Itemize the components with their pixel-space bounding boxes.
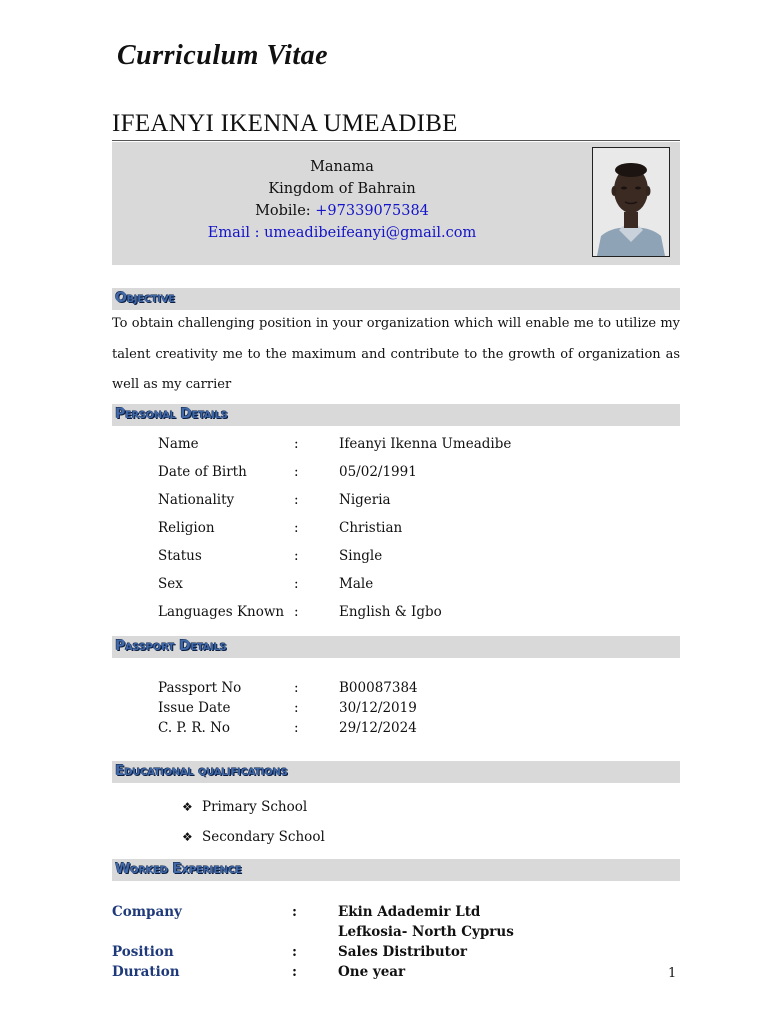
education-section-header — [112, 761, 680, 783]
passport-details-list — [158, 680, 558, 740]
mobile-label: Mobile: — [255, 203, 316, 219]
email-label: Email : — [207, 225, 265, 241]
education-list — [182, 799, 325, 859]
education-item: Primary School — [202, 799, 308, 815]
company-label: Company — [112, 904, 182, 920]
value: 29/12/2024 — [339, 720, 417, 736]
email-link[interactable]: umeadibeifeanyi@gmail.com — [264, 225, 477, 241]
personal-row-religion — [158, 520, 558, 548]
separator: : — [292, 904, 297, 920]
label: Religion — [158, 520, 215, 536]
value: Ifeanyi Ikenna Umeadibe — [339, 436, 512, 452]
passport-details-heading: Passport Details — [115, 638, 227, 654]
profile-photo-image — [593, 148, 669, 256]
personal-row-name — [158, 436, 558, 464]
separator: : — [294, 576, 299, 592]
separator: : — [294, 492, 299, 508]
work-row-location — [112, 924, 680, 944]
separator: : — [294, 604, 299, 620]
personal-row-languages — [158, 604, 558, 632]
contact-country: Kingdom of Bahrain — [268, 181, 416, 197]
separator: : — [292, 964, 297, 980]
value: 30/12/2019 — [339, 700, 417, 716]
label: Passport No — [158, 680, 242, 696]
candidate-name: IFEANYI IKENNA UMEADIBE — [112, 110, 458, 137]
education-item: Secondary School — [202, 829, 325, 845]
personal-details-list — [158, 436, 558, 632]
diamond-bullet-icon: ❖ — [182, 830, 193, 844]
work-section-header — [112, 859, 680, 881]
value: 05/02/1991 — [339, 464, 417, 480]
objective-heading: Objective — [115, 290, 175, 306]
separator: : — [294, 436, 299, 452]
list-item — [182, 799, 325, 829]
separator: : — [294, 548, 299, 564]
label: Sex — [158, 576, 183, 592]
label: Status — [158, 548, 202, 564]
objective-text: To obtain challenging position in your organization which will enable me to utilize my talent creativity me to the maximum and contribute to the growth of organization as well as my carrier — [112, 316, 680, 392]
label: C. P. R. No — [158, 720, 231, 736]
page-number: 1 — [668, 966, 677, 981]
diamond-bullet-icon: ❖ — [182, 800, 193, 814]
personal-row-status — [158, 548, 558, 576]
contact-email — [112, 222, 572, 244]
passport-row-issue-date — [158, 700, 558, 720]
contact-mobile — [112, 200, 572, 222]
profile-photo — [592, 147, 670, 257]
company-location: Lefkosia- North Cyprus — [338, 924, 514, 940]
education-heading: Educational qualifications — [115, 763, 288, 779]
contact-box — [112, 142, 680, 265]
value: Single — [339, 548, 383, 564]
separator: : — [294, 680, 299, 696]
duration-value: One year — [338, 964, 406, 980]
work-row-position — [112, 944, 680, 964]
work-experience-list — [112, 904, 680, 984]
label: Nationality — [158, 492, 235, 508]
objective-section-header — [112, 288, 680, 310]
label: Languages Known — [158, 604, 285, 620]
personal-row-nationality — [158, 492, 558, 520]
label: Date of Birth — [158, 464, 247, 480]
title-divider — [112, 140, 680, 141]
personal-row-dob — [158, 464, 558, 492]
contact-city: Manama — [310, 159, 374, 175]
contact-lines — [112, 156, 572, 244]
passport-row-number — [158, 680, 558, 700]
personal-details-section-header — [112, 404, 680, 426]
value: B00087384 — [339, 680, 418, 696]
personal-details-heading: Personal Details — [115, 406, 228, 422]
value: Nigeria — [339, 492, 391, 508]
passport-details-section-header — [112, 636, 680, 658]
company-value: Ekin Adademir Ltd — [338, 904, 481, 920]
mobile-number[interactable]: +97339075384 — [315, 203, 429, 219]
separator: : — [292, 944, 297, 960]
position-value: Sales Distributor — [338, 944, 468, 960]
value: English & Igbo — [339, 604, 442, 620]
label: Name — [158, 436, 199, 452]
work-row-duration — [112, 964, 680, 984]
value: Male — [339, 576, 374, 592]
value: Christian — [339, 520, 403, 536]
separator: : — [294, 520, 299, 536]
duration-label: Duration — [112, 964, 180, 980]
separator: : — [294, 464, 299, 480]
passport-row-cpr — [158, 720, 558, 740]
curriculum-vitae-title: Curriculum Vitae — [117, 40, 329, 71]
list-item — [182, 829, 325, 859]
work-row-company — [112, 904, 680, 924]
personal-row-sex — [158, 576, 558, 604]
work-heading: Worked Experience — [115, 861, 242, 877]
separator: : — [294, 700, 299, 716]
separator: : — [294, 720, 299, 736]
position-label: Position — [112, 944, 174, 960]
label: Issue Date — [158, 700, 231, 716]
